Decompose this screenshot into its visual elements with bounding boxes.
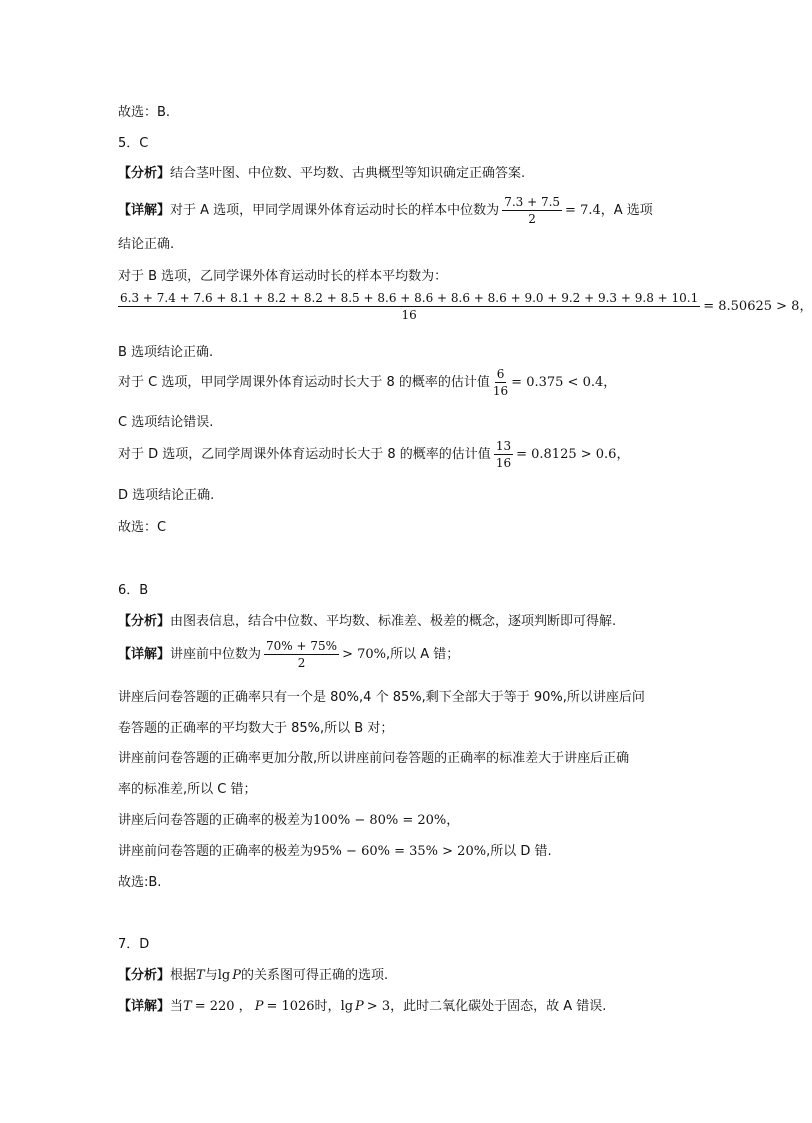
q6-detail-1: 【详解】 讲座前中位数为 $\frac{70\% + 75\%}{2}$ > 70% ,所以 A 错； [118,639,460,670]
q6-line-2: 讲座后问卷答题的正确率只有一个是 80%,4 个 85%,剩下全部大于等于 90%,所以讲座后问 [118,690,645,705]
q6-answer: 故选:B. [118,875,162,890]
q5-analysis: 【分析】 结合茎叶图、中位数、平均数、古典概型等知识确定正确答案. [118,166,526,181]
q5-a-fraction: $\frac{7.3 + 7.5}{2}$ [504,195,561,226]
q6-median-fraction: $\frac{70\% + 75\%}{2}$ [266,639,338,670]
q6-line-5: 率的标准差,所以 C 错； [118,782,257,797]
q7-detail: 【详解】 当 T = 220 ， P = 1026 时， lg P > 3 ，此时二氧化碳处于固态，故 A 错误. [118,999,607,1014]
q5-d-fraction: $\frac{13}{16}$ [495,439,512,470]
q5-b-text: 对于 B 选项，乙同学课外体育运动时长的样本平均数为： [118,269,448,284]
q7-analysis: 【分析】 根据 T 与 lg P 的关系图可得正确的选项. [118,968,389,983]
q5-c-line: 对于 C 选项，甲同学周课外体育运动时长大于 8 的概率的估计值 $\frac{6}{16}$ = 0.375 < 0.4 ， [118,367,617,398]
q6-line-6: 讲座后问卷答题的正确率的极差为 100% − 80% = 20% ， [118,813,460,828]
q5-heading: 5．C [118,136,149,151]
q6-heading: 6．B [118,583,149,598]
q5-detail-a: 【详解】 对于 A 选项，甲同学周课外体育运动时长的样本中位数为 $\frac{7.3 + 7.5}{2}$ = 7.4 ，A 选项 [118,195,653,226]
q6-line-7: 讲座前问卷答题的正确率的极差为 95% − 60% = 35% > 20% ,所以 D 错. [118,844,552,859]
q5-a-continuation: 结论正确. [118,237,175,252]
q5-d-continuation: D 选项结论正确. [118,488,215,503]
q6-line-4: 讲座前问卷答题的正确率更加分散,所以讲座前问卷答题的正确率的标准差大于讲座后正确 [118,751,630,766]
q5-b-continuation: B 选项结论正确. [118,345,214,360]
q5-c-fraction: $\frac{6}{16}$ [492,367,509,398]
q6-analysis: 【分析】 由图表信息，结合中位数、平均数、标准差、极差的概念，逐项判断即可得解. [118,614,617,629]
q5-b-fraction: 6.3 + 7.4 + 7.6 + 8.1 + 8.2 + 8.2 + 8.5 + 8.6 + 8.6 + 8.6 + 8.6 + 9.0 + 9.2 + 9.3 + 9.8 + 10.1 16 [120,291,699,322]
q5-b-formula: 6.3 + 7.4 + 7.6 + 8.1 + 8.2 + 8.2 + 8.5 + 8.6 + 8.6 + 8.6 + 8.6 + 9.0 + 9.2 + 9.3 + 9.8 + 10.1 16 = 8.50625 > 8 ， [120,291,812,322]
q5-answer: 故选：C [118,520,167,535]
q7-heading: 7．D [118,937,150,952]
q6-line-3: 卷答题的正确率的平均数大于 85%,所以 B 对； [118,721,394,736]
q5-c-continuation: C 选项结论错误. [118,415,214,430]
q5-d-line: 对于 D 选项，乙同学周课外体育运动时长大于 8 的概率的估计值 $\frac{13}{16}$ = 0.8125 > 0.6 ， [118,439,630,470]
q4-answer: 故选：B. [118,105,171,120]
